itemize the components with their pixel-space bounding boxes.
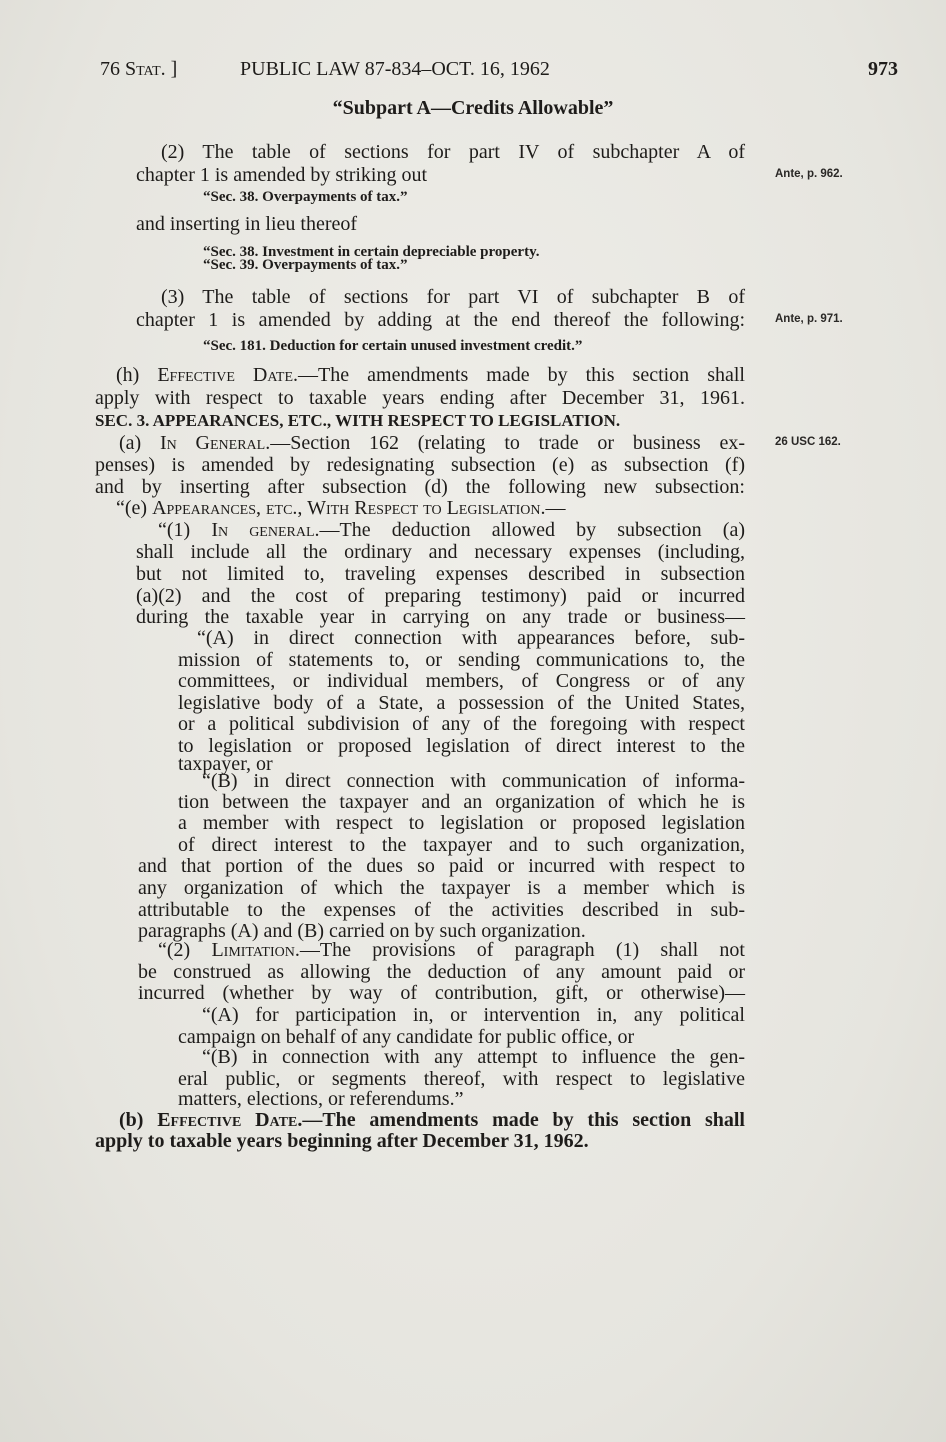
- text-line: any organization of which the taxpayer is a member which is: [138, 877, 745, 899]
- text-segment: .—The provisions of paragraph (1) shall not: [294, 939, 745, 961]
- small-caps-heading: In General: [160, 432, 266, 454]
- text-line: during the taxable year in carrying on any trade or business—: [136, 606, 745, 628]
- text-line: [119, 432, 745, 454]
- text-line: attributable to the expenses of the activities described in sub-: [138, 899, 745, 921]
- text-line: “Sec. 38. Investment in certain depreciable property.: [203, 244, 540, 260]
- small-caps-heading: In general: [211, 519, 315, 541]
- text-line: “(A) for participation in, or intervention in, any political: [202, 1004, 745, 1026]
- text-line: shall include all the ordinary and necessary expenses (including,: [136, 541, 745, 563]
- text-line: be construed as allowing the deduction of any amount paid or: [138, 961, 745, 983]
- text-segment: .—The amendments made by this section shall: [297, 1109, 745, 1131]
- small-caps-heading: Limitation: [211, 939, 295, 961]
- text-segment: (h): [116, 364, 158, 386]
- text-line: and by inserting after subsection (d) the following new subsection:: [95, 476, 745, 498]
- text-line: chapter 1 is amended by striking out: [136, 164, 428, 186]
- text-line: of direct interest to the taxpayer and to such organization,: [178, 834, 745, 856]
- volume-number: 76: [100, 58, 125, 80]
- text-line: eral public, or segments thereof, with respect to legislative: [178, 1068, 745, 1090]
- text-line: (2) The table of sections for part IV of subchapter A of: [161, 141, 745, 163]
- volume-label: Stat.: [125, 58, 166, 80]
- text-line: and inserting in lieu thereof: [136, 213, 358, 235]
- volume-bracket: ]: [165, 58, 178, 80]
- text-segment: (b): [119, 1109, 158, 1131]
- text-line: (3) The table of sections for part VI of subchapter B of: [161, 286, 745, 308]
- text-segment: .—The deduction allowed by subsection (a): [314, 519, 745, 541]
- small-caps-heading: Effective Date: [157, 364, 294, 386]
- text-line: “Sec. 38. Overpayments of tax.”: [203, 189, 408, 205]
- text-line: apply with respect to taxable years ending after December 31, 1961.: [95, 387, 745, 409]
- margin-note: 26 USC 162.: [775, 436, 841, 448]
- text-line: [119, 1109, 745, 1131]
- text-line: committees, or individual members, of Congress or of any: [178, 670, 745, 692]
- text-line: chapter 1 is amended by adding at the end thereof the following:: [136, 309, 745, 331]
- text-line: campaign on behalf of any candidate for public office, or: [178, 1026, 635, 1048]
- text-line: tion between the taxpayer and an organization of which he is: [178, 791, 745, 813]
- page-number: 973: [868, 58, 898, 80]
- text-line: legislative body of a State, a possession of the United States,: [178, 692, 745, 714]
- small-caps-heading: Effective Date: [157, 1109, 298, 1131]
- text-segment: “(2): [158, 939, 212, 961]
- text-line: paragraphs (A) and (B) carried on by such organization.: [138, 920, 586, 942]
- text-line: mission of statements to, or sending communications to, the: [178, 649, 745, 671]
- text-line: or a political subdivision of any of the foregoing with respect: [178, 713, 745, 735]
- text-line: but not limited to, traveling expenses described in subsection: [136, 563, 745, 585]
- text-segment: “(1): [158, 519, 212, 541]
- text-line: taxpayer, or: [178, 753, 273, 775]
- text-segment: .—: [540, 497, 566, 519]
- text-line: incurred (whether by way of contribution, gift, or otherwise)—: [138, 982, 745, 1004]
- text-line: “(A) in direct connection with appearances before, sub-: [197, 627, 745, 649]
- text-line: and that portion of the dues so paid or incurred with respect to: [138, 855, 745, 877]
- text-line: to legislation or proposed legislation of direct interest to the: [178, 735, 745, 757]
- text-line: [158, 519, 745, 541]
- text-segment: .—The amendments made by this section shall: [293, 364, 745, 386]
- text-segment: “(e): [116, 497, 153, 519]
- text-line: [158, 939, 745, 961]
- statute-volume: [100, 58, 177, 81]
- text-line: a member with respect to legislation or proposed legislation: [178, 812, 745, 834]
- text-line: apply to taxable years beginning after December 31, 1962.: [95, 1130, 589, 1152]
- text-line: “Sec. 181. Deduction for certain unused investment credit.”: [203, 338, 583, 354]
- margin-note: Ante, p. 962.: [775, 168, 843, 180]
- small-caps-heading: Appearances, etc., With Respect to Legislation: [152, 497, 541, 519]
- text-line: penses) is amended by redesignating subsection (e) as subsection (f): [95, 454, 745, 476]
- text-line: [116, 364, 745, 386]
- text-line: (a)(2) and the cost of preparing testimony) paid or incurred: [136, 585, 745, 607]
- subpart-title: “Subpart A—Credits Allowable”: [332, 97, 614, 119]
- text-line: matters, elections, or referendums.”: [178, 1088, 464, 1110]
- margin-note: Ante, p. 971.: [775, 313, 843, 325]
- text-line: SEC. 3. APPEARANCES, ETC., WITH RESPECT TO LEGISLATION.: [95, 411, 621, 430]
- text-line: “(B) in direct connection with communication of informa-: [202, 770, 745, 792]
- text-line: “Sec. 39. Overpayments of tax.”: [203, 257, 408, 273]
- text-segment: .—Section 162 (relating to trade or business ex-: [265, 432, 745, 454]
- text-line: “(B) in connection with any attempt to influence the gen-: [202, 1046, 745, 1068]
- text-line: [116, 497, 745, 519]
- text-segment: (a): [119, 432, 160, 454]
- running-head: PUBLIC LAW 87-834–OCT. 16, 1962: [240, 58, 550, 80]
